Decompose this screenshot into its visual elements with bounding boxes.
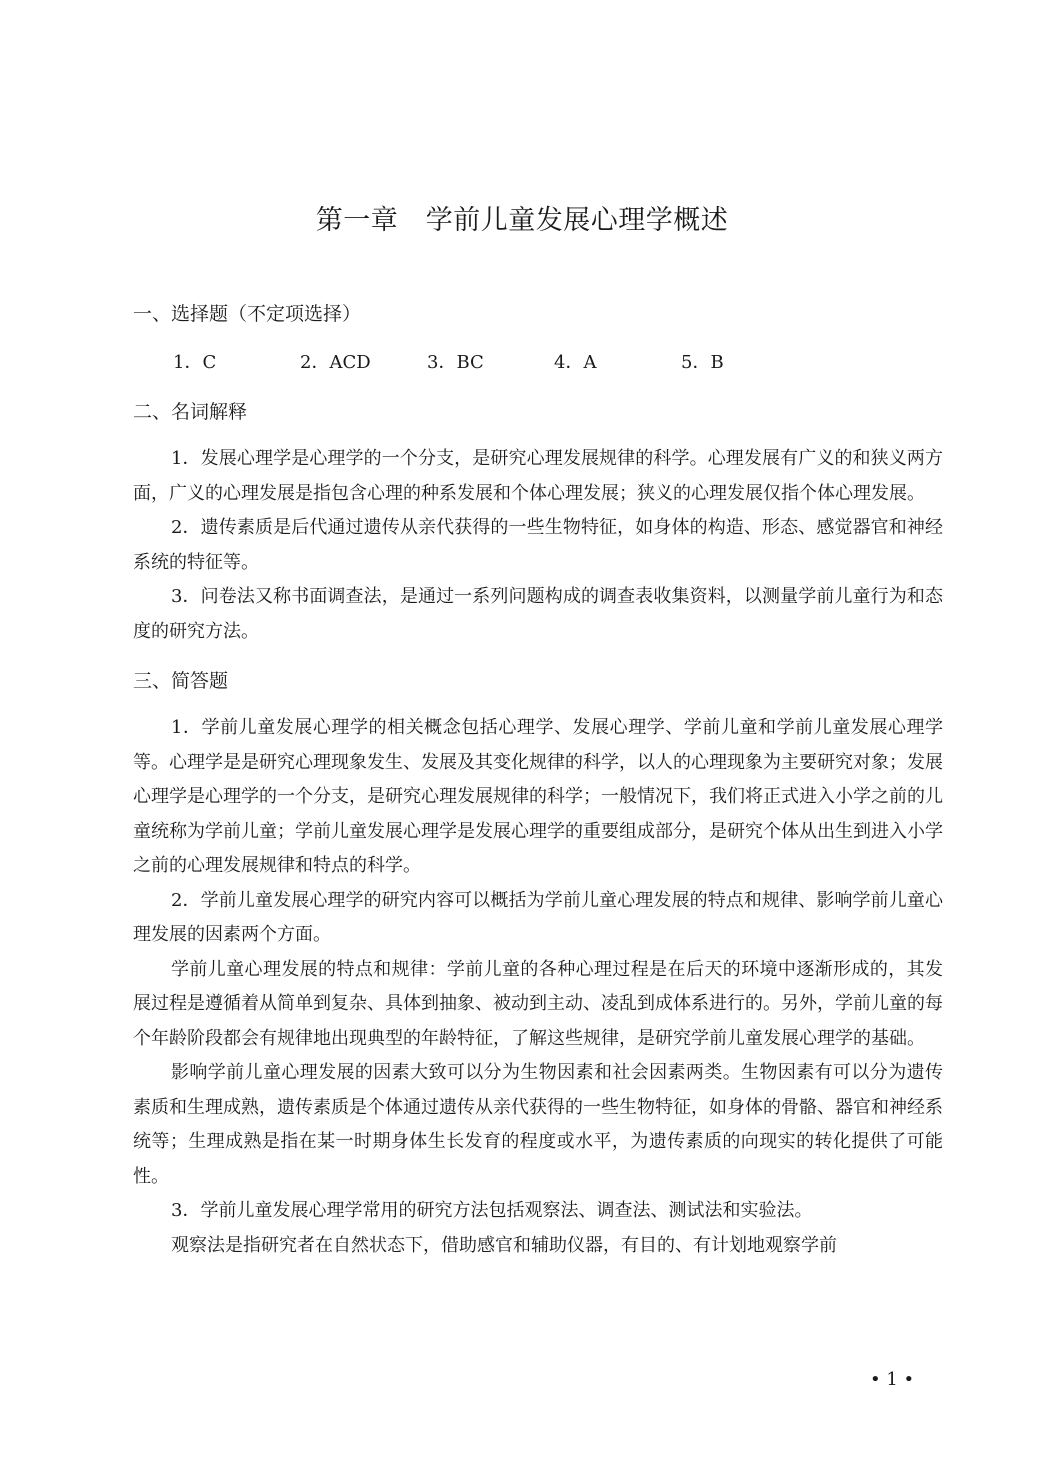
- paragraph: 1．学前儿童发展心理学的相关概念包括心理学、发展心理学、学前儿童和学前儿童发展心理学等。心理学是是研究心理现象发生、发展及其变化规律的科学，以人的心理现象为主要研究对象；发展心理学是心理学的一个分支，是研究心理发展规律的科学；一般情况下，我们将正式进入小学之前的儿童统称为学前儿童；学前儿童发展心理学是发展心理学的重要组成部分，是研究个体从出生到进入小学之前的心理发展规律和特点的科学。: [133, 717, 943, 876]
- page-number: • 1 •: [870, 1369, 915, 1390]
- paragraph: 影响学前儿童心理发展的因素大致可以分为生物因素和社会因素两类。生物因素有可以分为遗传素质和生理成熟，遗传素质是个体通过遗传从亲代获得的一些生物特征，如身体的骨骼、器官和神经系统等；生理成熟是指在某一时期身体生长发育的程度或水平，为遗传素质的向现实的转化提供了可能性。: [133, 1062, 943, 1187]
- term-definitions-block: [133, 442, 943, 649]
- answer-item: 1．C: [173, 352, 217, 373]
- answer-item: 3．BC: [427, 352, 484, 373]
- short-answer-block: [133, 711, 943, 1263]
- paragraph: 1．发展心理学是心理学的一个分支，是研究心理发展规律的科学。心理发展有广义的和狭义两方面，广义的心理发展是指包含心理的种系发展和个体心理发展；狭义的心理发展仅指个体心理发展。: [133, 448, 943, 504]
- chapter-title: 第一章 学前儿童发展心理学概述: [315, 205, 729, 236]
- answer-item: 5．B: [681, 352, 724, 373]
- paragraph: 3．学前儿童发展心理学常用的研究方法包括观察法、调查法、测试法和实验法。: [171, 1200, 813, 1221]
- paragraph: 2．学前儿童发展心理学的研究内容可以概括为学前儿童心理发展的特点和规律、影响学前儿童心理发展的因素两个方面。: [133, 889, 943, 945]
- section-heading-multiple-choice: 一、选择题（不定项选择）: [133, 303, 362, 325]
- content-body: [133, 296, 943, 1277]
- answer-list: [133, 346, 943, 380]
- section-heading-term-definitions: 二、名词解释: [133, 401, 248, 423]
- answer-item: 4．A: [554, 352, 597, 373]
- paragraph: 观察法是指研究者在自然状态下，借助感官和辅助仪器，有目的、有计划地观察学前: [171, 1234, 837, 1256]
- paragraph: 2．遗传素质是后代通过遗传从亲代获得的一些生物特征，如身体的构造、形态、感觉器官和神经系统的特征等。: [133, 517, 943, 573]
- section-heading-short-answer: 三、简答题: [133, 670, 229, 692]
- paragraph: 3．问卷法又称书面调查法，是通过一系列问题构成的调查表收集资料，以测量学前儿童行为和态度的研究方法。: [133, 586, 943, 642]
- paragraph: 学前儿童心理发展的特点和规律：学前儿童的各种心理过程是在后天的环境中逐渐形成的，其发展过程是遵循着从简单到复杂、具体到抽象、被动到主动、凌乱到成体系进行的。另外，学前儿童的每个年龄阶段都会有规律地出现典型的年龄特征，了解这些规律，是研究学前儿童发展心理学的基础。: [133, 958, 943, 1049]
- answer-item: 2．ACD: [300, 352, 371, 373]
